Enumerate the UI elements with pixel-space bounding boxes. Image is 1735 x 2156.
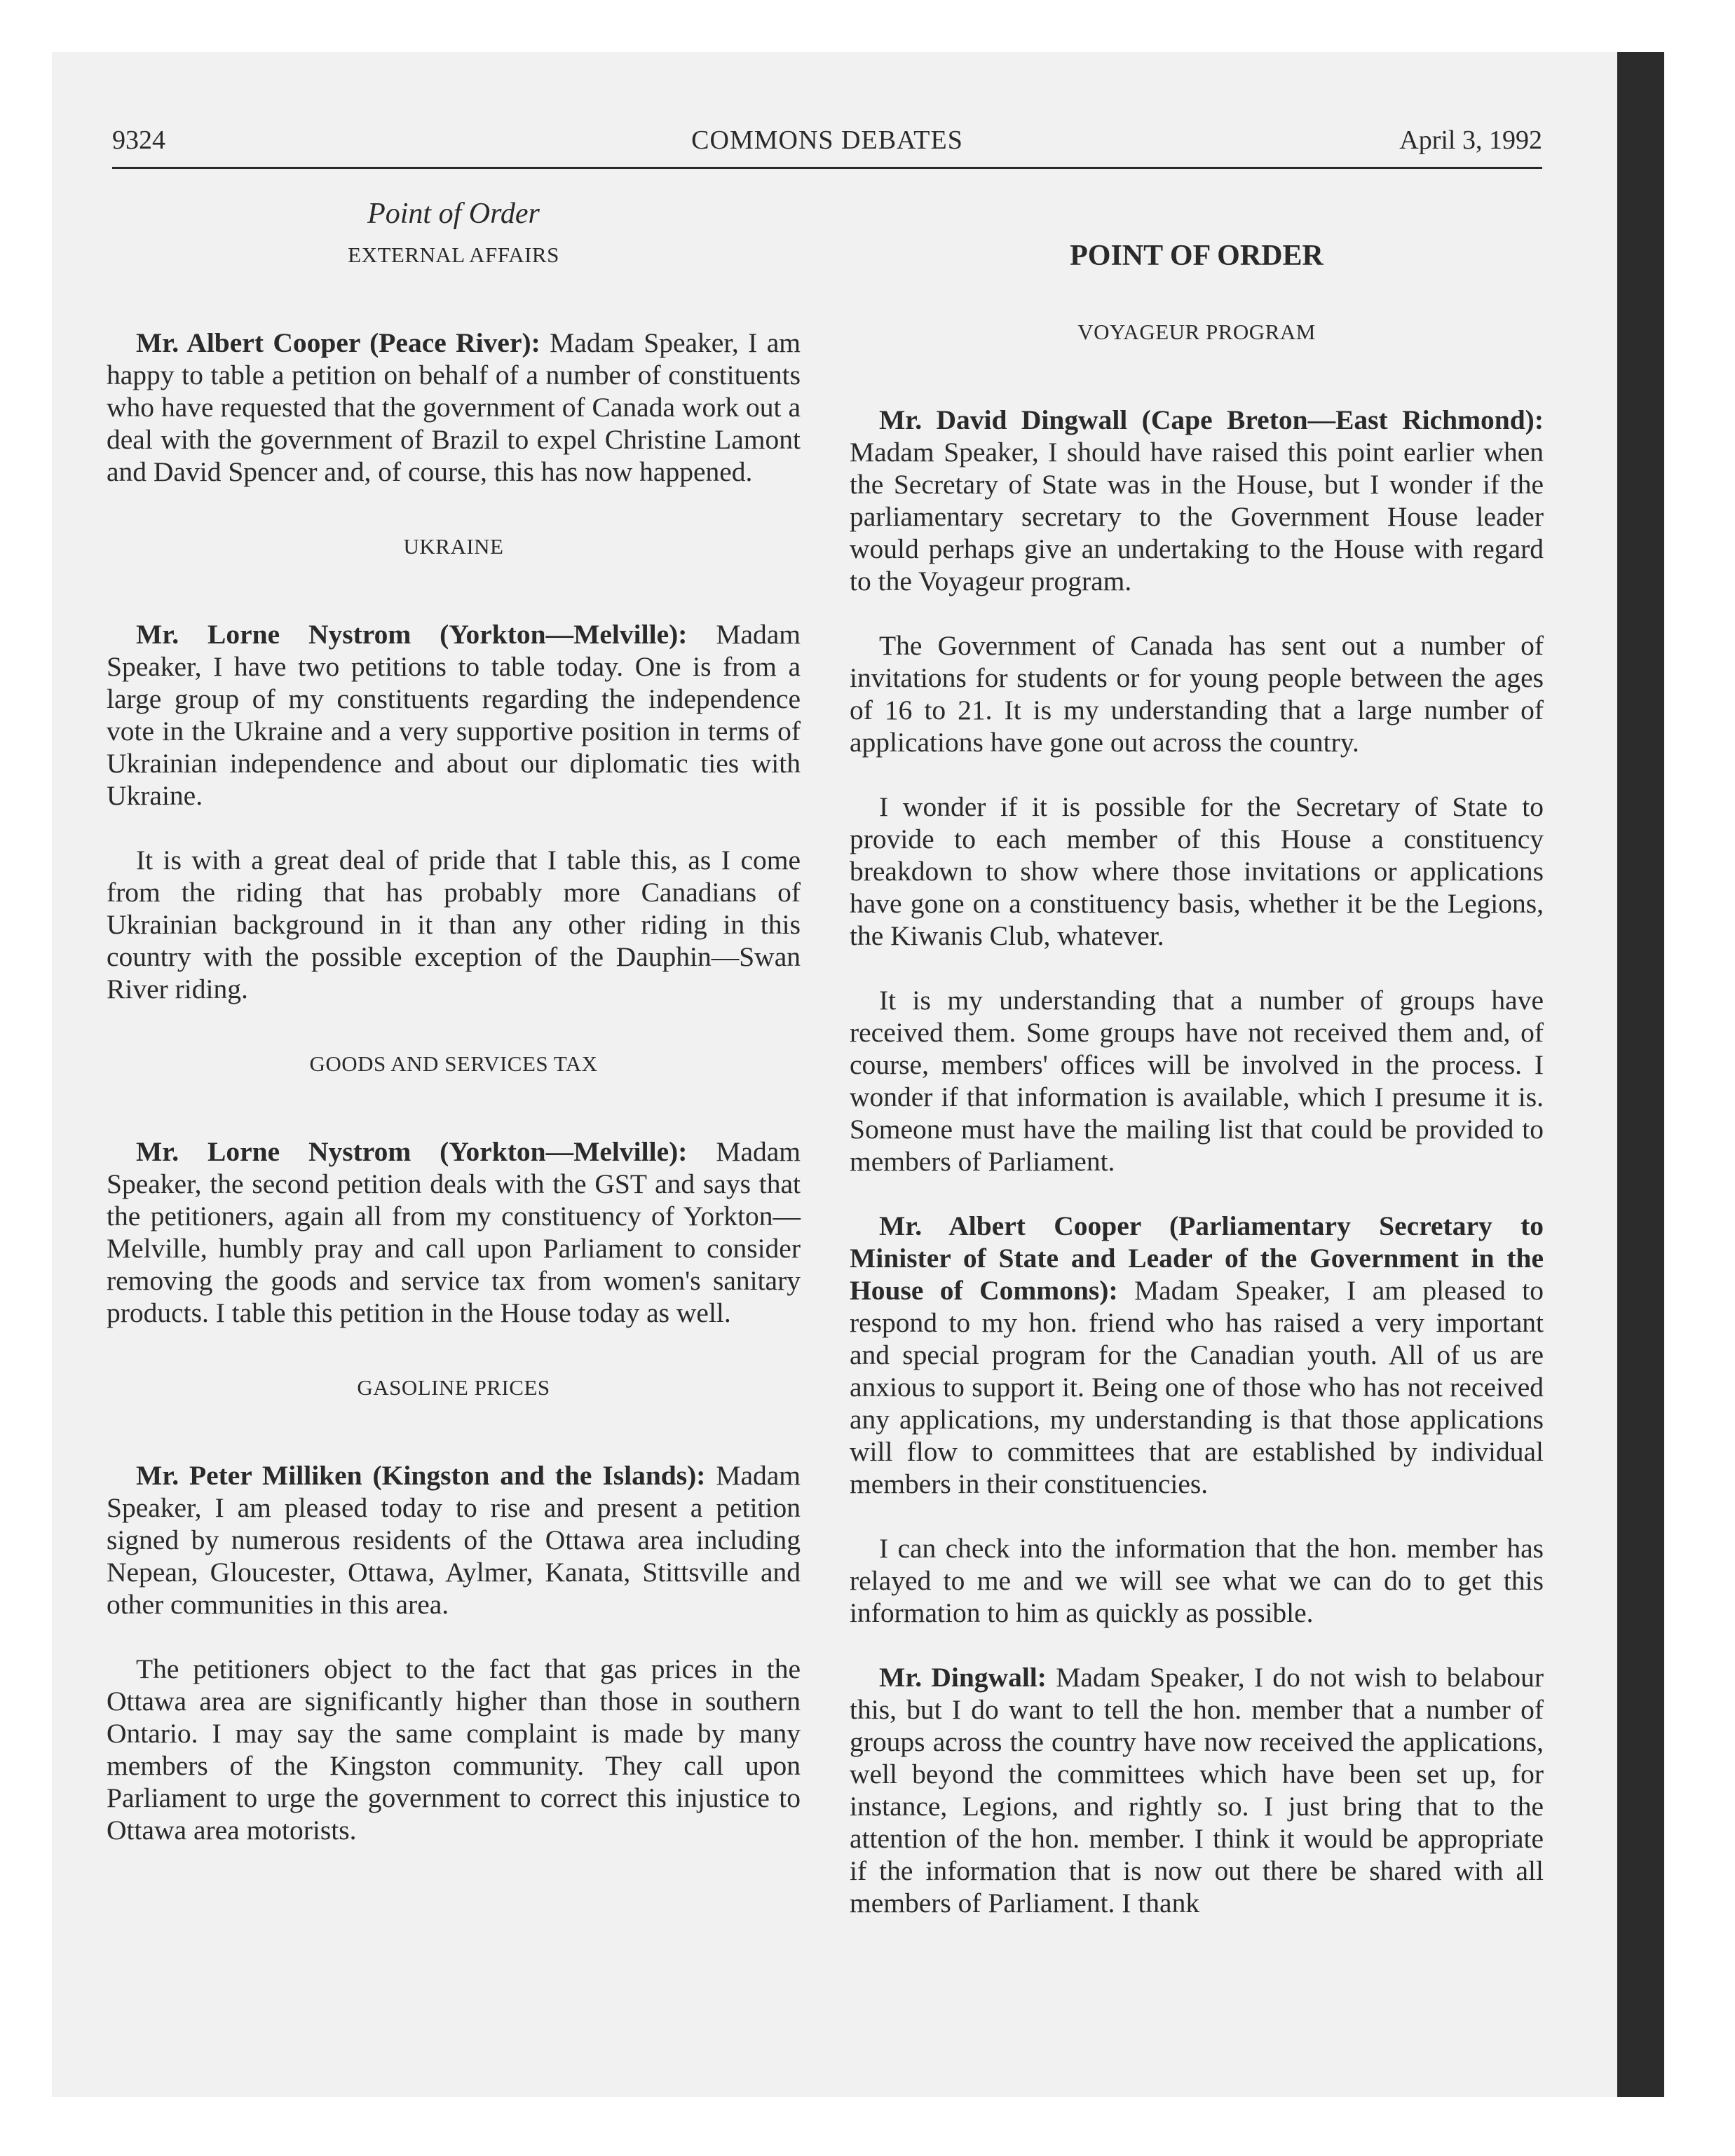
- right-column: [850, 238, 1544, 1919]
- paragraph: Mr. Albert Cooper (Parliamentary Secretary to Minister of State and Leader of the Government in the House of Commons): Madam Speaker, I am pleased to respond to my hon. friend who has raised a very important and special program for the Canadian youth. All of us are anxious to support it. Being one of those who has not received any applications, my understanding is that those applications will flow to committees that are established by individual members in their constituencies.: [850, 1210, 1544, 1499]
- subject-heading-gasoline-prices: GASOLINE PRICES: [357, 1375, 550, 1400]
- section-heading-point-of-order: POINT OF ORDER: [1070, 240, 1324, 272]
- paragraph: Mr. Albert Cooper (Peace River): Madam Speaker, I am happy to table a petition on behalf of a number of constituents who have requested that the government of Canada work out a deal with the government of Brazil to expel Christine Lamont and David Spencer and, of course, this has now happened.: [107, 327, 801, 487]
- paragraph: The Government of Canada has sent out a number of invitations for students or for young people between the ages of 16 to 21. It is my understanding that a large number of applications have gone out across the country.: [850, 630, 1544, 758]
- subject-heading-voyageur-program: VOYAGEUR PROGRAM: [1077, 320, 1316, 344]
- paragraph: Mr. David Dingwall (Cape Breton—East Richmond): Madam Speaker, I should have raised this point earlier when the Secretary of State was in the House, but I wonder if the parliamentary secretary to the Government House leader would perhaps give an undertaking to the House with regard to the Voyageur program.: [850, 404, 1544, 596]
- speaker-name: Mr. Dingwall:: [879, 1662, 1047, 1693]
- speaker-name: Mr. David Dingwall (Cape Breton—East Richmond):: [879, 404, 1544, 435]
- paragraph: It is my understanding that a number of groups have received them. Some groups have not received them and, of course, members' offices will be involved in the process. I wonder if that information is available, which I presume it is. Someone must have the mailing list that could be provided to members of Parliament.: [850, 985, 1544, 1177]
- paragraph: The petitioners object to the fact that gas prices in the Ottawa area are significantly higher than those in southern Ontario. I may say the same complaint is made by many members of the Kingston community. They call upon Parliament to urge the government to correct this injustice to Ottawa area motorists.: [107, 1653, 801, 1845]
- subject-heading-gst: GOODS AND SERVICES TAX: [309, 1051, 598, 1076]
- paragraph: Mr. Peter Milliken (Kingston and the Islands): Madam Speaker, I am pleased today to rise and present a petition signed by numerous residents of the Ottawa area including Nepean, Gloucester, Ottawa, Aylmer, Kanata, Stittsville and other communities in this area.: [107, 1460, 801, 1620]
- subject-heading-ukraine: UKRAINE: [403, 534, 504, 559]
- subject-heading-external-affairs: EXTERNAL AFFAIRS: [348, 243, 559, 267]
- speaker-name: Mr. Lorne Nystrom (Yorkton—Melville):: [136, 1136, 688, 1167]
- publication-title: COMMONS DEBATES: [691, 125, 963, 155]
- publication-date: April 3, 1992: [1399, 125, 1542, 155]
- section-italic-heading: Point of Order: [367, 198, 540, 230]
- paragraph: I can check into the information that the hon. member has relayed to me and we will see what we can do to get this information to him as quickly as possible.: [850, 1533, 1544, 1628]
- running-header: [112, 125, 1542, 164]
- paragraph: Mr. Dingwall: Madam Speaker, I do not wish to belabour this, but I do want to tell the hon. member that a number of groups across the country have now received the applications, well beyond the committees which have been set up, for instance, Legions, and rightly so. I just bring that to the attention of the hon. member. I think it would be appropriate if the information that is now out there be shared with all members of Parliament. I thank: [850, 1662, 1544, 1918]
- speaker-name: Mr. Lorne Nystrom (Yorkton—Melville):: [136, 619, 688, 650]
- paragraph: Mr. Lorne Nystrom (Yorkton—Melville): Madam Speaker, I have two petitions to table today. One is from a large group of my constituents regarding the independence vote in the Ukraine and a very supportive position in terms of Ukrainian independence and about our diplomatic ties with Ukraine.: [107, 619, 801, 811]
- speaker-name: Mr. Albert Cooper (Peace River):: [136, 327, 540, 358]
- paragraph: Mr. Lorne Nystrom (Yorkton—Melville): Madam Speaker, the second petition deals with the GST and says that the petitioners, again all from my constituency of Yorkton—Melville, humbly pray and call upon Parliament to consider removing the goods and service tax from women's sanitary products. I table this petition in the House today as well.: [107, 1136, 801, 1328]
- book-spine-shadow: [1617, 52, 1664, 2097]
- header-rule: [112, 167, 1542, 169]
- page-number: 9324: [112, 125, 165, 155]
- left-column: [107, 196, 801, 1846]
- paragraph: I wonder if it is possible for the Secretary of State to provide to each member of this House a constituency breakdown to show where those invitations or applications have gone on a constituency basis, whether it be the Legions, the Kiwanis Club, whatever.: [850, 791, 1544, 951]
- speaker-name: Mr. Albert Cooper (Parliamentary Secretary to Minister of State and Leader of the Government in the House of Commons):: [850, 1210, 1544, 1306]
- paragraph: It is with a great deal of pride that I table this, as I come from the riding that has probably more Canadians of Ukrainian background in it than any other riding in this country with the possible exception of the Dauphin—Swan River riding.: [107, 845, 801, 1004]
- speaker-name: Mr. Peter Milliken (Kingston and the Islands):: [136, 1460, 706, 1491]
